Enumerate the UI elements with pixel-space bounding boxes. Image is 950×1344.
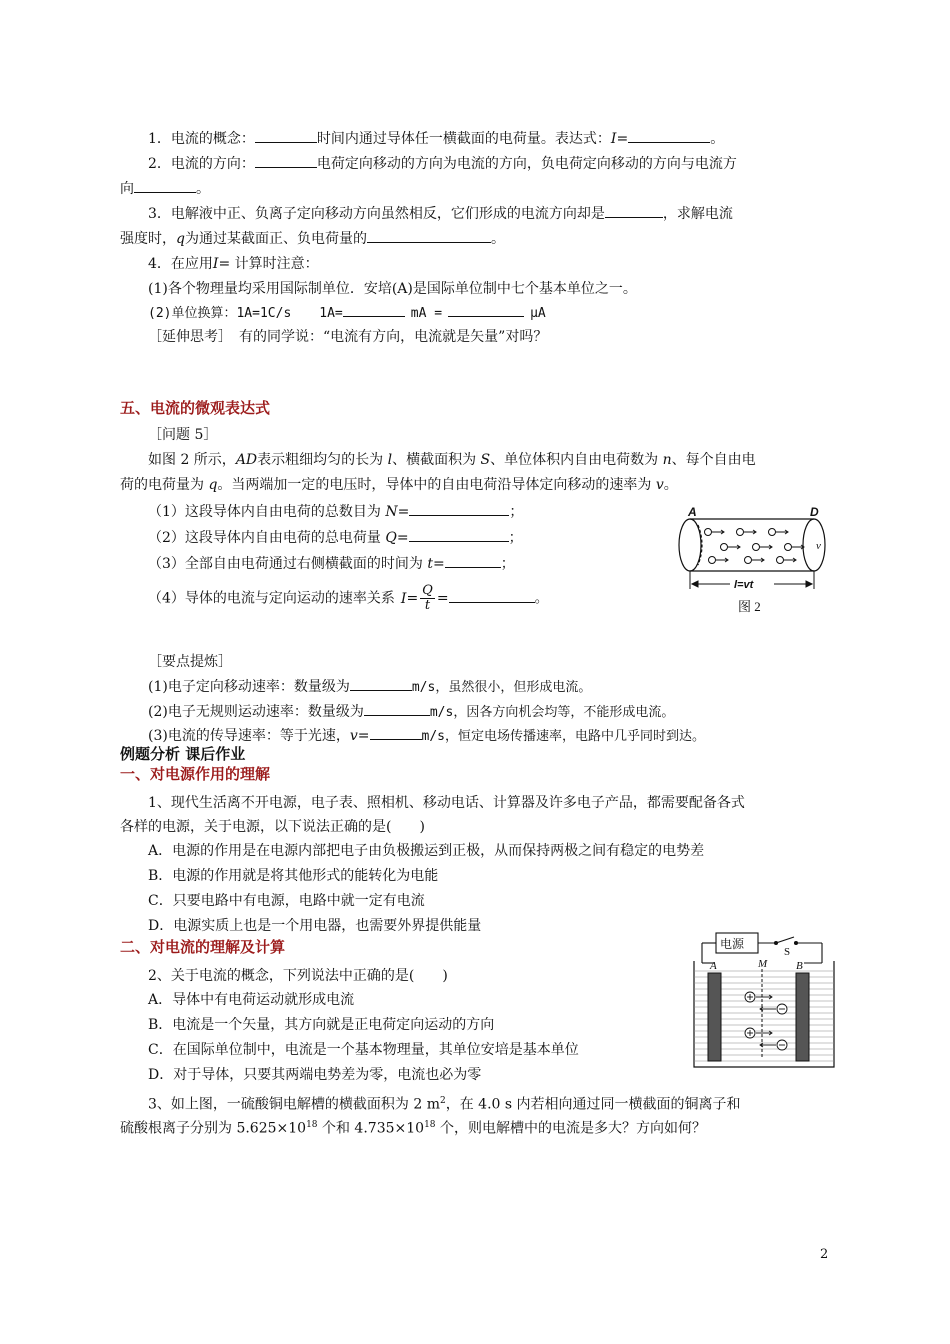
page-number: 2 bbox=[820, 1247, 829, 1262]
answer-blank[interactable] bbox=[409, 527, 509, 542]
sub-question-2: （2）这段导体内自由电荷的总电荷量 Q= ； bbox=[148, 526, 868, 550]
answer-blank[interactable] bbox=[367, 228, 491, 243]
text: 2．电流的方向： bbox=[148, 156, 255, 172]
label-v: v bbox=[816, 540, 821, 552]
length-label: l=vt bbox=[734, 579, 754, 591]
section-title: 五、电流的微观表达式 bbox=[120, 399, 271, 417]
conductor-cylinder bbox=[679, 519, 825, 571]
question-1: 1、现代生活离不开电源，电子表、照相机、移动电话、计算器及许多电子产品，都需要配备各式 bbox=[148, 795, 745, 811]
option-b[interactable]: B．电流是一个矢量，其方向就是正电荷定向运动的方向 bbox=[148, 1017, 495, 1033]
option-b[interactable]: B．电源的作用就是将其他形式的能转化为电能 bbox=[148, 868, 439, 884]
text: 3．电解液中正、负离子定向移动方向虽然相反，它们形成的电流方向却是 bbox=[148, 206, 605, 222]
answer-blank[interactable] bbox=[134, 178, 196, 193]
conductor-figure bbox=[676, 505, 840, 625]
notes-intro bbox=[148, 252, 868, 276]
question-3-cont: 硫酸根离子分别为 $5.625\times 10^{18}$ 个和 $4.735\times 10^{18}$ 个，则电解槽中的电流是多大？方向如何？ bbox=[120, 1120, 706, 1137]
text: 时间内通过导体任一横截面的电荷量。表达式： bbox=[316, 131, 611, 147]
answer-blank[interactable] bbox=[445, 553, 501, 568]
text: 。 bbox=[710, 131, 725, 147]
option-c[interactable]: C．只要电路中有电源，电路中就一定有电流 bbox=[148, 893, 425, 909]
text: (2)单位换算：1A=1C/s bbox=[148, 306, 292, 321]
answer-blank[interactable] bbox=[409, 501, 509, 516]
question-1-cont: 各样的电源，关于电源，以下说法正确的是( ) bbox=[120, 819, 425, 835]
electrolyte-line-2 bbox=[120, 227, 840, 251]
answer-blank[interactable] bbox=[364, 701, 430, 716]
electrolytic-cell-figure bbox=[690, 925, 838, 1073]
answer-blank[interactable] bbox=[370, 725, 422, 740]
answer-blank[interactable] bbox=[449, 588, 535, 603]
option-d[interactable]: D．电源实质上也是一个用电器，也需要外界提供能量 bbox=[148, 918, 482, 934]
sub-question-3: （3）全部自由电荷通过右侧横截面的时间为 t= ； bbox=[148, 552, 868, 576]
text: 强度时， bbox=[120, 231, 176, 247]
answer-blank[interactable] bbox=[255, 153, 317, 168]
text: 为通过某截面正、负电荷量的 bbox=[184, 231, 367, 247]
section-title: 二、对电流的理解及计算 bbox=[120, 938, 286, 956]
text: mA = bbox=[410, 306, 443, 321]
question-2: 2、关于电流的概念，下列说法中正确的是( ) bbox=[148, 968, 448, 984]
symbol-q: q bbox=[176, 231, 185, 247]
text: μA bbox=[530, 306, 546, 321]
problem-text-2: 荷的电荷量为 q。当两端加一定的电压时，导体中的自由电荷沿导体定向移动的速率为 v。 bbox=[120, 477, 678, 493]
sub-question-4: （4）导体的电流与定向运动的速率关系 I= $\frac{Q}{t}$ = 。 bbox=[148, 583, 549, 613]
text: 向 bbox=[120, 181, 134, 197]
text: 1A= bbox=[319, 306, 343, 321]
option-a[interactable]: A．电源的作用是在电源内部把电子由负极搬运到正极，从而保持两极之间有稳定的电势差 bbox=[148, 843, 705, 859]
key-points-label: ［要点提炼］ bbox=[148, 654, 232, 670]
symbol-i: I bbox=[212, 256, 219, 272]
key-point-1: (1)电子定向移动速率：数量级为 m/s，虽然很小，但形成电流。 bbox=[148, 675, 868, 700]
text: 。 bbox=[196, 181, 210, 197]
key-point-2: (2)电子无规则运动速率：数量级为 m/s，因各方向机会均等，不能形成电流。 bbox=[148, 700, 868, 725]
text: = bbox=[616, 131, 629, 147]
answer-blank[interactable] bbox=[343, 302, 405, 317]
answer-blank[interactable] bbox=[255, 128, 317, 143]
label-a: A bbox=[710, 960, 717, 972]
text: 1．电流的概念： bbox=[148, 131, 255, 147]
electrode-a bbox=[708, 973, 721, 1061]
charge-arrows bbox=[705, 529, 805, 564]
figure-caption: 图 2 bbox=[738, 599, 761, 614]
direction-line bbox=[148, 152, 868, 176]
switch-label: S bbox=[784, 946, 791, 958]
answer-blank[interactable] bbox=[628, 128, 710, 143]
label-a: A bbox=[688, 505, 697, 519]
option-a[interactable]: A．导体中有电荷运动就形成电流 bbox=[148, 992, 355, 1008]
examples-heading: 例题分析 课后作业 bbox=[120, 745, 246, 763]
answer-blank[interactable] bbox=[448, 302, 524, 317]
answer-blank[interactable] bbox=[605, 203, 663, 218]
label-m: M bbox=[758, 958, 768, 970]
text: ，求解电流 bbox=[662, 206, 733, 222]
fraction-q-over-t: $\frac{Q}{t}$ bbox=[422, 583, 433, 613]
power-source-label: 电源 bbox=[720, 937, 745, 951]
sub-question-1: （1）这段导体内自由电荷的总数目为 N= ； bbox=[148, 500, 868, 524]
answer-blank[interactable] bbox=[350, 676, 412, 691]
direction-line-2 bbox=[120, 177, 840, 201]
note-2 bbox=[148, 301, 868, 326]
question-label: ［问题 5］ bbox=[148, 427, 218, 443]
key-point-3: (3)电流的传导速率：等于光速，v= m/s，恒定电场传播速率，电路中几乎同时到达。 bbox=[148, 724, 868, 749]
option-d[interactable]: D．对于导体，只要其两端电势差为零，电流也必为零 bbox=[148, 1067, 482, 1083]
option-c[interactable]: C．在国际单位制中，电流是一个基本物理量，其单位安培是基本单位 bbox=[148, 1042, 579, 1058]
symbol-i: I bbox=[610, 131, 617, 147]
text: 。 bbox=[490, 231, 505, 247]
concept-line bbox=[148, 127, 868, 151]
text: 电荷定向移动的方向为电流的方向，负电荷定向移动的方向与电流方 bbox=[316, 156, 737, 172]
question-3: 3、如上图，一硫酸铜电解槽的横截面积为 2 $m^2$，在 4.0 s 内若相向通过同一横截面的铜离子和 bbox=[148, 1096, 741, 1113]
text: 4．在应用 bbox=[148, 256, 213, 272]
electrolyte-line bbox=[148, 202, 868, 226]
extension-thinking: ［延伸思考］ 有的同学说：“电流有方向，电流就是矢量”对吗？ bbox=[148, 329, 548, 345]
label-b: B bbox=[796, 960, 803, 972]
text: = 计算时注意： bbox=[218, 256, 319, 272]
label-d: D bbox=[810, 505, 819, 519]
note-1: (1)各个物理量均采用国际制单位．安培(A)是国际单位制中七个基本单位之一。 bbox=[148, 281, 637, 297]
electrode-b bbox=[796, 973, 809, 1061]
section-title: 一、对电源作用的理解 bbox=[120, 765, 271, 783]
problem-text: 如图 2 所示，AD表示粗细均匀的长为 l、横截面积为 S、单位体积内自由电荷数为 n、每个自由电 bbox=[148, 452, 756, 468]
